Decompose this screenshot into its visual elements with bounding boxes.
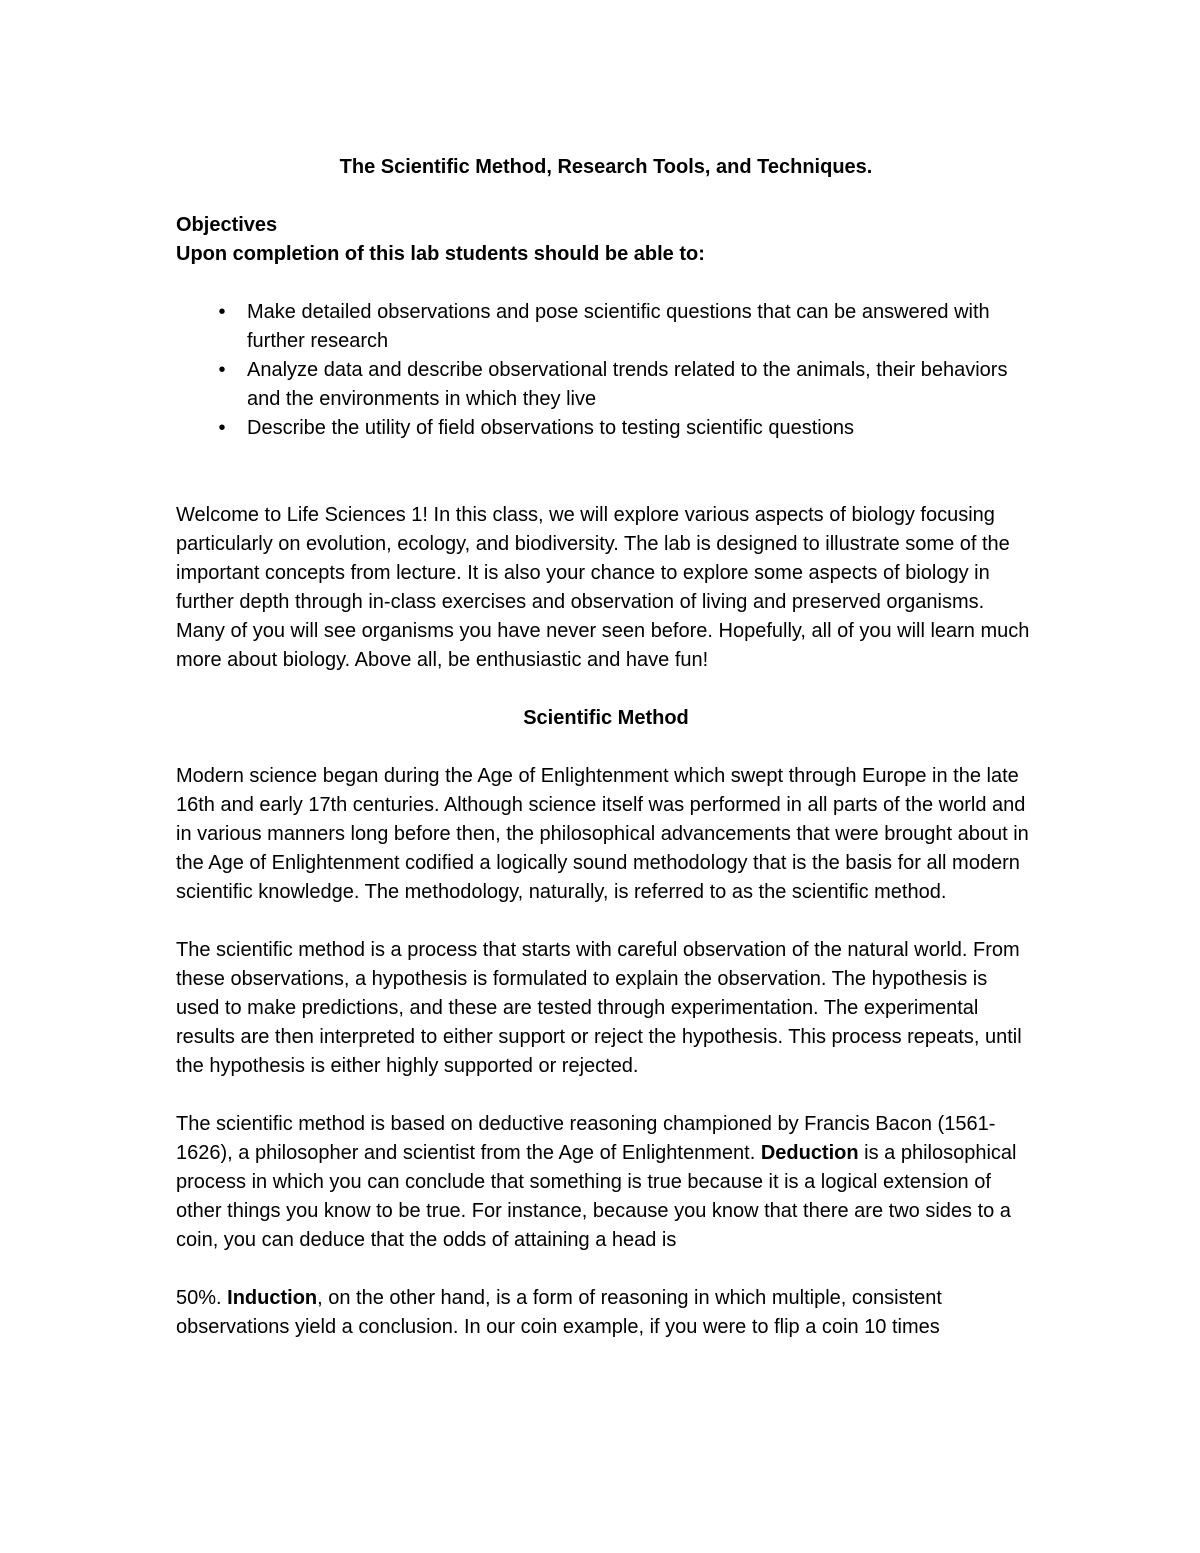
bullet-icon: • [218,301,226,323]
section-heading: Scientific Method [523,707,689,729]
spacer [176,675,1036,704]
document-title: The Scientific Method, Research Tools, and Techniques. [339,156,873,178]
deduction-text-before: The scientific method is based on deductive reasoning championed by Francis Bacon (1561-1626), a philosopher and scientist from the Age of Enlightenment. [176,1113,996,1164]
induction-text-after: , on the other hand, is a form of reasoning in which multiple, consistent observations yield a conclusion. In our coin example, if you were to flip a coin 10 times [176,1287,942,1338]
deduction-paragraph [176,1110,1036,1255]
spacer [176,182,1036,211]
deduction-text-after: is a philosophical process in which you can conclude that something is true because it is a logical extension of other things you know to be true. For instance, because you know that there are two sides to a coin, you can deduce that the odds of attaining a head is [176,1142,1017,1251]
induction-term: Induction [227,1287,318,1309]
bullet-icon: • [218,417,226,439]
document-body [176,153,1036,1342]
objective-text: Make detailed observations and pose scientific questions that can be answered with further research [247,301,990,352]
list-item [176,414,1036,443]
list-item [176,356,1036,414]
spacer [176,443,1036,501]
welcome-paragraph: Welcome to Life Sciences 1! In this class, we will explore various aspects of biology focusing particularly on evolution, ecology, and biodiversity. The lab is designed to illustrate some of the important concepts from lecture. It is also your chance to explore some aspects of biology in further depth through in-class exercises and observation of living and preserved organisms. Many of you will see organisms you have never seen before. Hopefully, all of you will learn much more about biology. Above all, be enthusiastic and have fun! [176,504,1030,671]
deduction-term: Deduction [760,1142,859,1164]
list-item [176,298,1036,356]
spacer [176,1081,1036,1110]
process-paragraph: The scientific method is a process that starts with careful observation of the natural world. From these observations, a hypothesis is formulated to explain the observation. The hypothesis is used to make predictions, and these are tested through experimentation. The experimental results are then interpreted to either support or reject the hypothesis. This process repeats, until the hypothesis is either highly supported or rejected. [176,939,1022,1077]
bullet-icon: • [218,359,226,381]
objectives-list [176,298,1036,443]
history-paragraph: Modern science began during the Age of Enlightenment which swept through Europe in the late 16th and early 17th centuries. Although science itself was performed in all parts of the world and in various manners long before then, the philosophical advancements that were brought about in the Age of Enlightenment codified a logically sound methodology that is the basis for all modern scientific knowledge. The methodology, naturally, is referred to as the scientific method. [176,765,1029,903]
spacer [176,1255,1036,1284]
objective-text: Analyze data and describe observational trends related to the animals, their behaviors and the environments in which they live [247,359,1008,410]
induction-paragraph [176,1284,1036,1342]
objectives-heading: Objectives [176,214,278,236]
objective-text: Describe the utility of field observations to testing scientific questions [247,417,854,439]
induction-text-before: 50%. [176,1287,228,1309]
spacer [176,907,1036,936]
objectives-intro: Upon completion of this lab students should be able to: [176,243,705,265]
spacer [176,733,1036,762]
